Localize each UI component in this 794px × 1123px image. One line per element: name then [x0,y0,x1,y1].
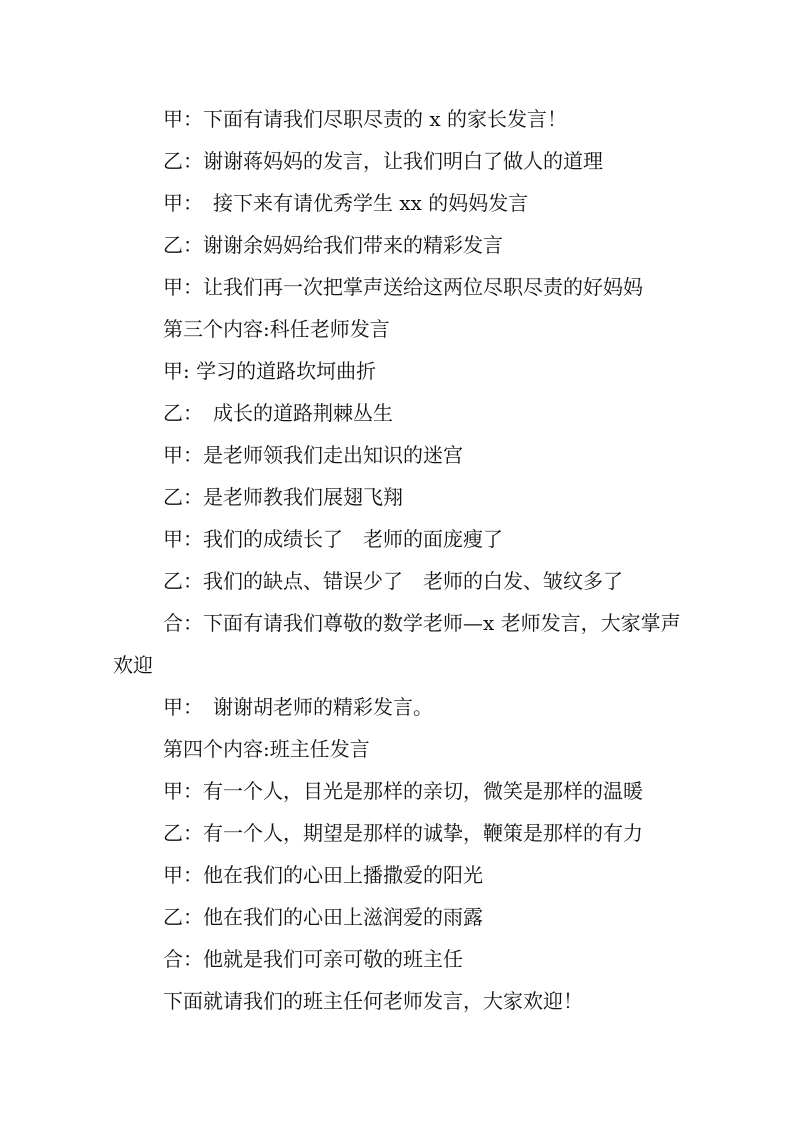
document-body [113,98,683,1022]
section-heading: 第三个内容:科任老师发言 [163,317,390,341]
paragraph: 乙：他在我们的心田上滋润爱的雨露 [163,905,483,929]
paragraph: 甲：是老师领我们走出知识的迷宫 [163,443,463,467]
paragraph: 合：他就是我们可亲可敬的班主任 [163,947,463,971]
paragraph: 甲： 接下来有请优秀学生 xx 的妈妈发言 [163,191,529,215]
paragraph: 甲：下面有请我们尽职尽责的 x 的家长发言！ [163,107,567,131]
paragraph: 乙：有一个人，期望是那样的诚挚，鞭策是那样的有力 [163,821,643,845]
paragraph: 甲: 学习的道路坎坷曲折 [163,359,377,383]
paragraph: 甲：他在我们的心田上播撒爱的阳光 [163,863,483,887]
paragraph: 甲： 谢谢胡老师的精彩发言。 [163,695,433,719]
paragraph: 乙：我们的缺点、错误少了 老师的白发、皱纹多了 [163,569,623,593]
paragraph: 甲：让我们再一次把掌声送给这两位尽职尽责的好妈妈 [163,275,643,299]
paragraph: 甲：有一个人，目光是那样的亲切，微笑是那样的温暖 [163,779,643,803]
paragraph: 乙： 成长的道路荆棘丛生 [163,401,393,425]
paragraph: 下面就请我们的班主任何老师发言，大家欢迎！ [163,989,583,1013]
paragraph: 乙：谢谢蒋妈妈的发言，让我们明白了做人的道理 [163,149,603,173]
section-heading: 第四个内容:班主任发言 [163,737,370,761]
paragraph: 甲：我们的成绩长了 老师的面庞瘦了 [163,527,503,551]
paragraph: 乙：谢谢余妈妈给我们带来的精彩发言 [163,233,503,257]
paragraph: 乙：是老师教我们展翅飞翔 [163,485,403,509]
paragraph: 合：下面有请我们尊敬的数学老师—x 老师发言，大家掌声欢迎 [113,611,681,677]
